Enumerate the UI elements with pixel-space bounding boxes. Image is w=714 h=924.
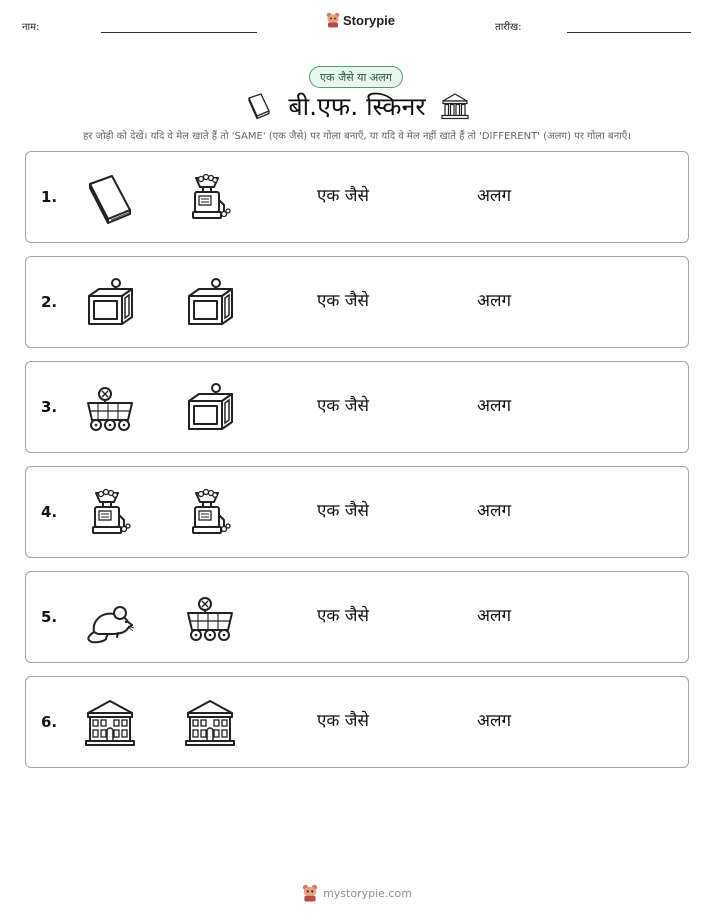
mouse-icon — [84, 592, 136, 644]
book-picture — [84, 172, 136, 224]
option-different[interactable]: अलग — [477, 711, 512, 731]
question-row-5 — [25, 571, 689, 663]
wagon-picture — [184, 592, 236, 644]
puzzle-box-icon — [184, 382, 236, 434]
wagon-picture — [84, 382, 136, 434]
question-row-2 — [25, 256, 689, 348]
footer — [0, 884, 714, 902]
name-label: नाम: — [22, 22, 40, 33]
option-different[interactable]: अलग — [477, 291, 512, 311]
food-dispenser-picture — [84, 487, 136, 539]
food-dispenser-picture — [184, 487, 236, 539]
option-same[interactable]: एक जैसे — [317, 501, 369, 521]
puzzle-box-icon — [84, 277, 136, 329]
brand-logo — [326, 12, 395, 28]
title-row — [0, 88, 714, 124]
option-different[interactable]: अलग — [477, 501, 512, 521]
option-different[interactable]: अलग — [477, 606, 512, 626]
building-picture — [184, 697, 236, 749]
question-row-1 — [25, 151, 689, 243]
name-field-line[interactable] — [101, 32, 257, 33]
instructions: हर जोड़ी को देखें। यदि वे मेल खाते हैं तो 'SAME' (एक जैसे) पर गोला बनाएँ, या यदि वे मेल नहीं खाते हैं तो 'DIFFERENT' (अलग) पर गोला बनाएँ। — [82, 131, 632, 142]
question-number: 4. — [41, 503, 58, 521]
building-icon — [184, 697, 236, 749]
building-icon — [84, 697, 136, 749]
worksheet-type-badge: एक जैसे या अलग — [309, 66, 403, 88]
mouse-picture — [84, 592, 136, 644]
wagon-icon — [84, 382, 136, 434]
question-number: 1. — [41, 188, 58, 206]
question-row-3 — [25, 361, 689, 453]
question-number: 6. — [41, 713, 58, 731]
option-different[interactable]: अलग — [477, 396, 512, 416]
footer-url[interactable]: mystorypie.com — [323, 886, 412, 900]
storypie-mascot-icon — [326, 12, 340, 28]
puzzle-box-icon — [184, 277, 236, 329]
brand-name: Storypie — [343, 12, 396, 28]
date-field-line[interactable] — [567, 32, 691, 33]
date-label: तारीख: — [495, 22, 522, 33]
question-number: 3. — [41, 398, 58, 416]
food-dispenser-icon — [184, 172, 236, 224]
option-same[interactable]: एक जैसे — [317, 711, 369, 731]
question-row-4 — [25, 466, 689, 558]
option-same[interactable]: एक जैसे — [317, 606, 369, 626]
storypie-mascot-icon — [302, 884, 318, 902]
page-title: बी.एफ. स्किनर — [288, 92, 426, 121]
question-number: 2. — [41, 293, 58, 311]
book-icon — [84, 172, 136, 224]
food-dispenser-icon — [184, 487, 236, 539]
puzzle-box-picture — [184, 277, 236, 329]
option-same[interactable]: एक जैसे — [317, 291, 369, 311]
option-same[interactable]: एक जैसे — [317, 396, 369, 416]
puzzle-box-picture — [184, 382, 236, 434]
book-icon — [244, 91, 274, 121]
question-row-6 — [25, 676, 689, 768]
option-same[interactable]: एक जैसे — [317, 186, 369, 206]
wagon-icon — [184, 592, 236, 644]
puzzle-box-picture — [84, 277, 136, 329]
food-dispenser-picture — [184, 172, 236, 224]
question-number: 5. — [41, 608, 58, 626]
building-picture — [84, 697, 136, 749]
food-dispenser-icon — [84, 487, 136, 539]
building-icon — [440, 91, 470, 121]
option-different[interactable]: अलग — [477, 186, 512, 206]
